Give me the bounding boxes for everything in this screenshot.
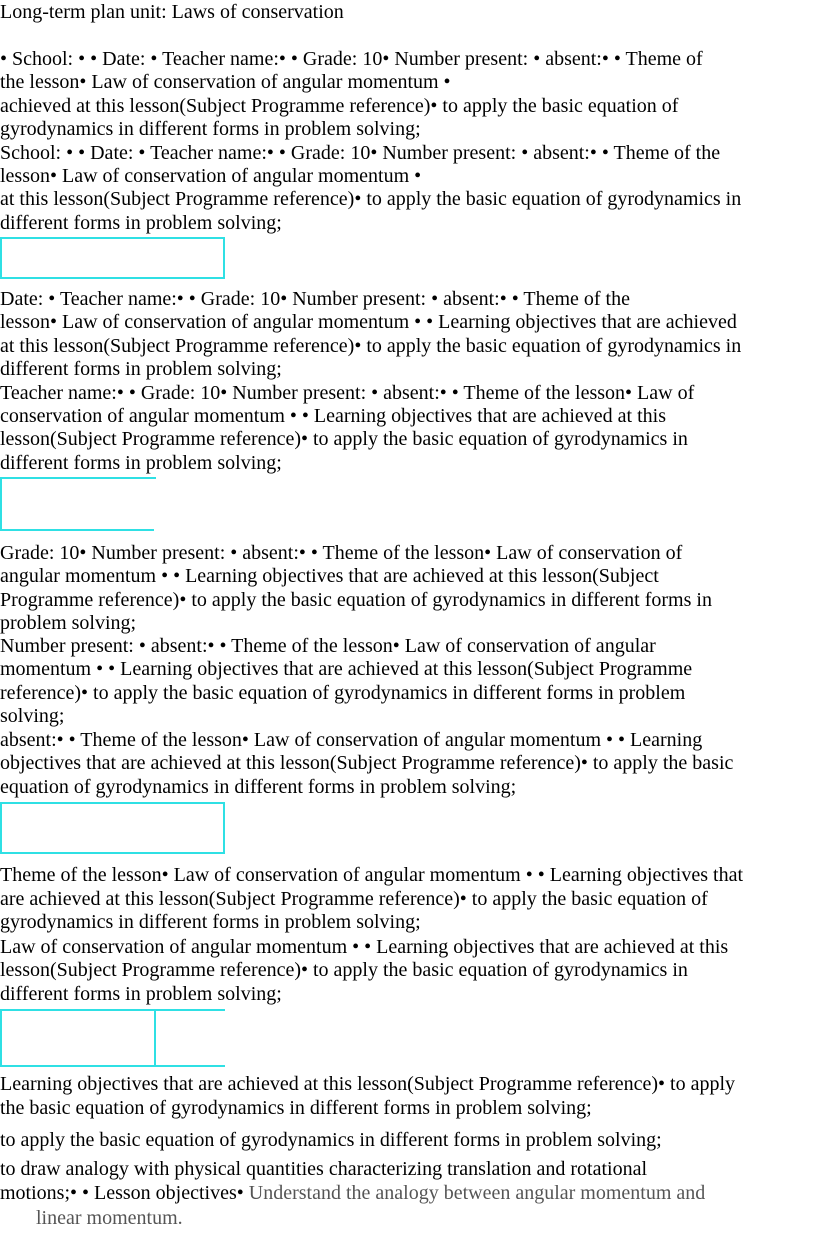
text-line: gyrodynamics in different forms in problem solving;: [0, 118, 421, 140]
text-line: • School: • • Date: • Teacher name:• • Grade: 10• Number present: • absent:• • Theme of: [0, 48, 703, 70]
text-line: are achieved at this lesson(Subject Programme reference)• to apply the basic equation of: [0, 888, 708, 910]
text-line: equation of gyrodynamics in different forms in problem solving;: [0, 776, 517, 798]
text-line: achieved at this lesson(Subject Programme reference)• to apply the basic equation of: [0, 95, 679, 117]
text-line: lesson(Subject Programme reference)• to apply the basic equation of gyrodynamics in: [0, 428, 688, 450]
text-line: the basic equation of gyrodynamics in different forms in problem solving;: [0, 1097, 592, 1119]
text-line: lesson(Subject Programme reference)• to apply the basic equation of gyrodynamics in: [0, 959, 688, 981]
text-line: the lesson• Law of conservation of angular momentum •: [0, 71, 451, 93]
text-line: angular momentum • • Learning objectives that are achieved at this lesson(Subject: [0, 565, 659, 587]
page-title: Long-term plan unit: Laws of conservation: [0, 1, 344, 23]
text-line: different forms in problem solving;: [0, 452, 282, 474]
text-line: Date: • Teacher name:• • Grade: 10• Number present: • absent:• • Theme of the: [0, 288, 630, 310]
text-line: momentum • • Learning objectives that are achieved at this lesson(Subject Programme: [0, 658, 693, 680]
text-line: different forms in problem solving;: [0, 983, 282, 1005]
text-line: reference)• to apply the basic equation of gyrodynamics in different forms in problem: [0, 682, 686, 704]
text-line: Law of conservation of angular momentum • • Learning objectives that are achieved at this: [0, 936, 729, 958]
text-line: Grade: 10• Number present: • absent:• • Theme of the lesson• Law of conservation of: [0, 542, 683, 564]
text-line: School: • • Date: • Teacher name:• • Grade: 10• Number present: • absent:• • Theme of the: [0, 142, 721, 164]
text-fragment: motions;• • Lesson objectives•: [0, 1182, 249, 1204]
text-line: at this lesson(Subject Programme reference)• to apply the basic equation of gyrodynamics in: [0, 335, 742, 357]
table-cell-frame: [0, 1009, 225, 1067]
text-line: at this lesson(Subject Programme reference)• to apply the basic equation of gyrodynamics in: [0, 188, 742, 210]
text-line: solving;: [0, 705, 65, 727]
lesson-objective-text-continued: linear momentum.: [36, 1207, 183, 1229]
text-line: to apply the basic equation of gyrodynamics in different forms in problem solving;: [0, 1129, 662, 1151]
text-line: Teacher name:• • Grade: 10• Number present: • absent:• • Theme of the lesson• Law of: [0, 382, 695, 404]
text-line: Programme reference)• to apply the basic equation of gyrodynamics in different forms in: [0, 589, 712, 611]
text-line: to draw analogy with physical quantities characterizing translation and rotational: [0, 1158, 648, 1180]
table-cell-frame: [0, 237, 225, 279]
text-line: different forms in problem solving;: [0, 358, 282, 380]
text-line: different forms in problem solving;: [0, 212, 282, 234]
text-line: objectives that are achieved at this lesson(Subject Programme reference)• to apply the basic: [0, 752, 734, 774]
table-cell-frame: [0, 802, 225, 854]
text-line: lesson• Law of conservation of angular momentum •: [0, 165, 422, 187]
table-rule: [0, 529, 154, 531]
text-line: Number present: • absent:• • Theme of the lesson• Law of conservation of angular: [0, 635, 656, 657]
text-line: absent:• • Theme of the lesson• Law of conservation of angular momentum • • Learning: [0, 729, 703, 751]
text-line-mixed: [0, 1182, 816, 1206]
text-line: gyrodynamics in different forms in problem solving;: [0, 911, 421, 933]
table-rule: [0, 477, 156, 479]
text-line: lesson• Law of conservation of angular momentum • • Learning objectives that are achieved: [0, 311, 737, 333]
text-line: Theme of the lesson• Law of conservation of angular momentum • • Learning objectives that: [0, 864, 744, 886]
text-line: problem solving;: [0, 612, 137, 634]
text-line: conservation of angular momentum • • Learning objectives that are achieved at this: [0, 405, 666, 427]
table-rule: [154, 1009, 156, 1067]
text-line: Learning objectives that are achieved at this lesson(Subject Programme reference)• to apply: [0, 1073, 736, 1095]
table-rule: [0, 477, 2, 531]
lesson-objective-text: Understand the analogy between angular momentum and: [248, 1182, 706, 1204]
